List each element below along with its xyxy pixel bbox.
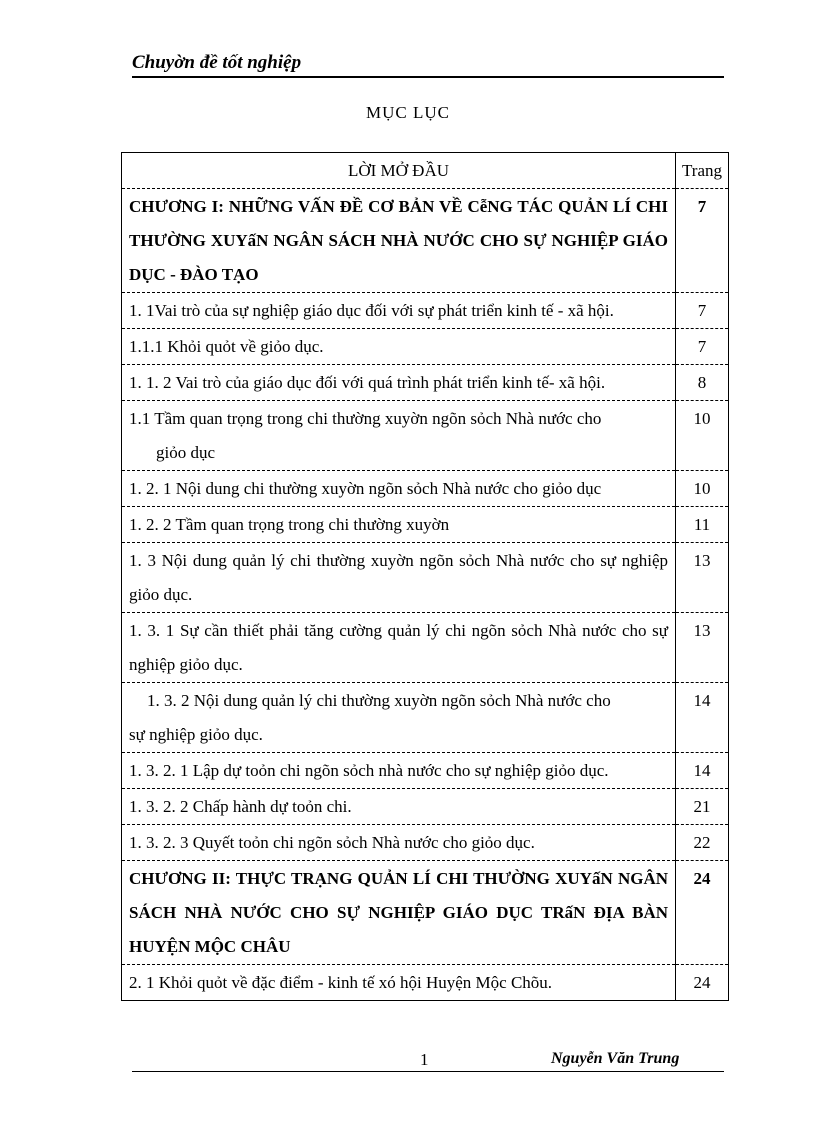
toc-entry-label: 1. 3. 2. 1 Lập dự toỏn chi ngõn sỏch nhà nước cho sự nghiệp giỏo dục. — [122, 753, 676, 789]
toc-entry-page: 11 — [676, 507, 729, 543]
page-number: 1 — [420, 1050, 429, 1069]
toc-entry-label-cont: sự nghiệp giỏo dục. — [129, 725, 263, 744]
header-title: Chuyờn đề tốt nghiệp — [132, 52, 302, 73]
toc-row — [122, 613, 729, 683]
toc-header-row — [122, 153, 729, 189]
toc-entry-label: 1. 2. 1 Nội dung chi thường xuyờn ngõn sỏch Nhà nước cho giỏo dục — [122, 471, 676, 507]
table-of-contents — [121, 152, 729, 1001]
toc-entry-page: 13 — [676, 613, 729, 683]
toc-entry-page: 10 — [676, 401, 729, 471]
toc-row — [122, 683, 729, 753]
toc-row — [122, 507, 729, 543]
toc-entry-page: 24 — [676, 965, 729, 1001]
toc-row — [122, 543, 729, 613]
footer-rule — [132, 1071, 724, 1072]
toc-entry-page: 24 — [676, 861, 729, 965]
toc-row — [122, 861, 729, 965]
toc-entry-page: 14 — [676, 753, 729, 789]
toc-row — [122, 293, 729, 329]
toc-entry-label: 1. 2. 2 Tầm quan trọng trong chi thường xuyờn — [122, 507, 676, 543]
toc-entry-page: 14 — [676, 683, 729, 753]
toc-row — [122, 825, 729, 861]
toc-row — [122, 789, 729, 825]
toc-entry-label: 2. 1 Khỏi quỏt về đặc điểm - kinh tế xó hội Huyện Mộc Chõu. — [122, 965, 676, 1001]
toc-entry-label: 1. 3 Nội dung quản lý chi thường xuyờn ngõn sỏch Nhà nước cho sự nghiệp giỏo dục. — [122, 543, 676, 613]
toc-entry-page: 10 — [676, 471, 729, 507]
toc-head-label: LỜI MỞ ĐẦU — [122, 153, 676, 189]
toc-entry-page: 7 — [676, 293, 729, 329]
toc-entry-label: 1. 3. 1 Sự cần thiết phải tăng cường quản lý chi ngõn sỏch Nhà nước cho sự nghiệp giỏo dục. — [122, 613, 676, 683]
toc-entry-label-cont: giỏo dục — [156, 443, 216, 462]
toc-entry-page: 22 — [676, 825, 729, 861]
toc-entry-page: 7 — [676, 189, 729, 293]
toc-entry-label-first: 1. 3. 2 Nội dung quản lý chi thường xuyờn ngõn sỏch Nhà nước cho — [147, 691, 611, 710]
toc-row — [122, 401, 729, 471]
toc-entry-page: 8 — [676, 365, 729, 401]
toc-entry-label: 1. 3. 2. 2 Chấp hành dự toỏn chi. — [122, 789, 676, 825]
toc-entry-label: 1.1.1 Khỏi quỏt về giỏo dục. — [122, 329, 676, 365]
toc-entry-label: CHƯƠNG I: NHỮNG VẤN ĐỀ CƠ BẢN VỀ CễNG TÁC QUẢN LÍ CHI THƯỜNG XUYấN NGÂN SÁCH NHÀ NƯỚC CHO SỰ NGHIỆP GIÁO DỤC - ĐÀO TẠO — [122, 189, 676, 293]
toc-entry-label: 1. 3. 2. 3 Quyết toỏn chi ngõn sỏch Nhà nước cho giỏo dục. — [122, 825, 676, 861]
page-title: MỤC LỤC — [366, 103, 450, 122]
toc-row — [122, 365, 729, 401]
header-rule — [132, 76, 724, 78]
author-name: Nguyễn Văn Trung — [551, 1050, 680, 1067]
toc-row — [122, 471, 729, 507]
toc-entry-label: CHƯƠNG II: THỰC TRẠNG QUẢN LÍ CHI THƯỜNG XUYấN NGÂN SÁCH NHÀ NƯỚC CHO SỰ NGHIỆP GIÁO DỤC TRấN ĐỊA BÀN HUYỆN MỘC CHÂU — [122, 861, 676, 965]
toc-entry-label: 1. 1. 2 Vai trò của giáo dục đối với quá trình phát triển kinh tế- xã hội. — [122, 365, 676, 401]
toc-row — [122, 189, 729, 293]
toc-entry-label: 1. 1Vai trò của sự nghiệp giáo dục đối với sự phát triển kinh tế - xã hội. — [122, 293, 676, 329]
toc-entry-page: 21 — [676, 789, 729, 825]
toc-head-page: Trang — [676, 153, 729, 189]
toc-entry-page: 13 — [676, 543, 729, 613]
toc-row — [122, 965, 729, 1001]
toc-entry-label-first: 1.1 Tầm quan trọng trong chi thường xuyờn ngõn sỏch Nhà nước cho — [129, 409, 602, 428]
toc-entry-page: 7 — [676, 329, 729, 365]
toc-entry-label — [122, 683, 676, 753]
toc-entry-label — [122, 401, 676, 471]
toc-row — [122, 753, 729, 789]
toc-row — [122, 329, 729, 365]
